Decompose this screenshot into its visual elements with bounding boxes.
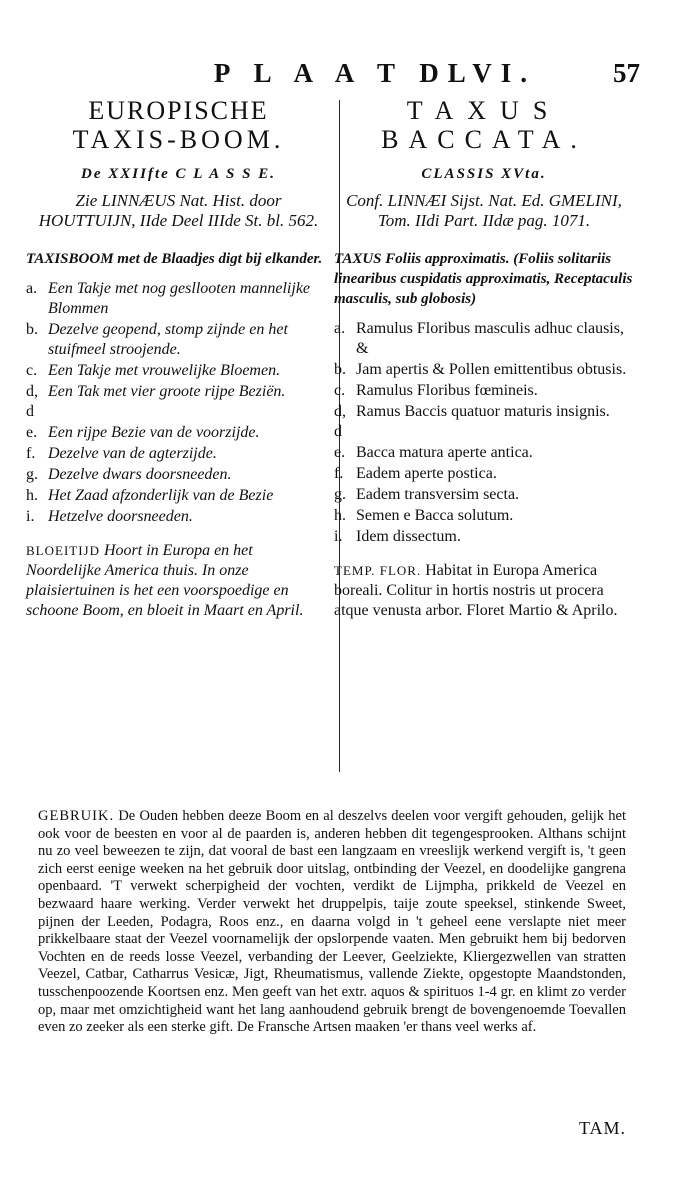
dutch-title-line2: TAXIS-BOOM. — [72, 125, 285, 154]
dutch-column — [26, 96, 331, 621]
catchword: TAM. — [578, 1118, 626, 1138]
list-item: h. Semen e Bacca solutum. — [334, 507, 514, 524]
latin-flowering-time — [334, 561, 634, 621]
latin-parts-list — [334, 319, 634, 547]
latin-reference: Conf. LINNÆI Sijst. Nat. Ed. GMELINI, Tom. IIdi Part. IIdæ pag. 1071. — [346, 191, 622, 230]
temp-flor-label: TEMP. FLOR. — [334, 563, 422, 578]
list-item: f. Dezelve van de agterzijde. — [26, 445, 217, 462]
latin-description: TAXUS Foliis approximatis. (Foliis solitariis linearibus cuspidatis approximatis, Receptaculis masculis, sub globosis) — [334, 251, 633, 307]
bloeitijd-text: Hoort in Europa en het Noordelijke America thuis. In onze plaisiertuinen is het een voorspoedige en schoone Boom, en bloeit in Maart en April. — [26, 542, 304, 619]
gebruik-label: GEBRUIK. — [38, 808, 115, 824]
gebruik-text: De Ouden hebben deeze Boom en al deszelvs deelen voor vergift gehouden, gelijk het ook voor de beesten en voor al de paarden is, anderen hebben dit tegengesprooken. Althans schijnt nu zo veel beweezen te zijn, dat vooral de bast een langzaam en vreeslijk werkend vergift is, 't geen zich eerst eenige weeken na het gebruik door uitslag, ontbinding der Veezel, en doodelijke gangrena openbaard. 'T verwekt scherpigheid der vochten, verdikt de Lijmpha, prikkeld de Veezel en bezwaard haare werking. Verder verwekt het druppelpis, taije zoute speeksel, stinkende Sweet, pijnen der Leeden, Podagra, Roos enz., en daarna volgd in 't geheel eene verslapte niet meer prikkelbaare staat der Veezel voornamelijk der opslorpende vaaten. Men gebruikt hem bij bedorven Vochten en de reeds losse Veezel, verbanding der Leever, Geelziekte, Kliergezwellen van stratten Veezel, Catbar, Catharrus Vesicæ, Jigt, Rheumatismus, vallende Ziekte, opgestopte Maandstonden, tusschenpoozende Koortsen enz. Men geeft van het extr. aquos & spirituos 1-4 gr. en klimt zo verder op, maar met omzichtigheid want het lang aanhoudend gebruik brengt de bovengenoemde Toevallen even zo zeeker als een sterke gift. De Fransche Artsen maaken 'er thans veel werks af. — [38, 808, 627, 1036]
list-item: b. Dezelve geopend, stomp zijnde en het stuifmeel stroojende. — [26, 321, 288, 358]
list-item: d, d Een Tak met vier groote rijpe Beziën. — [26, 383, 286, 420]
dutch-parts-list — [26, 279, 331, 527]
list-item: f. Eadem aperte postica. — [334, 465, 497, 482]
dutch-title-line1: EUROPISCHE — [88, 96, 269, 125]
dutch-class: De XXIIfte C L A S S E. — [81, 166, 276, 182]
list-item: a. Ramulus Floribus masculis adhuc clausis, & — [334, 320, 624, 357]
plate-heading: P L A A T DLVI. — [213, 58, 537, 88]
list-item: e. Een rijpe Bezie van de voorzijde. — [26, 424, 260, 441]
bloeitijd-label: BLOEITIJD — [26, 543, 100, 558]
list-item: g. Dezelve dwars doorsneeden. — [26, 466, 232, 483]
list-item: g. Eadem transversim secta. — [334, 486, 520, 503]
latin-column — [334, 96, 634, 621]
list-item: a. Een Takje met nog gesllooten mannelijke Blommen — [26, 280, 311, 317]
list-item: c. Ramulus Floribus fœmineis. — [334, 382, 538, 399]
list-item: h. Het Zaad afzonderlijk van de Bezie — [26, 487, 274, 504]
list-item: i. Hetzelve doorsneeden. — [26, 508, 193, 525]
temp-flor-text: Habitat in Europa America boreali. Colitur in hortis nostris ut procera atque venusta arbor. Floret Martio & Aprilo. — [334, 562, 618, 619]
page-number: 57 — [613, 58, 640, 88]
dutch-reference: Zie LINNÆUS Nat. Hist. door HOUTTUIJN, IIde Deel IIIde St. bl. 562. — [38, 191, 319, 230]
latin-class: CLASSIS XVta. — [421, 166, 547, 182]
dutch-flowering-time — [26, 541, 331, 621]
list-item: d, d Ramus Baccis quatuor maturis insignis. — [334, 403, 610, 440]
dutch-description: TAXISBOOM met de Blaadjes digt bij elkander. — [26, 251, 323, 267]
list-item: e. Bacca matura aperte antica. — [334, 444, 533, 461]
list-item: b. Jam apertis & Pollen emittentibus obtusis. — [334, 361, 627, 378]
usage-paragraph — [38, 808, 626, 1037]
list-item: c. Een Takje met vrouwelijke Bloemen. — [26, 362, 281, 379]
list-item: i. Idem dissectum. — [334, 528, 461, 545]
latin-title-line2: BACCATA. — [381, 125, 587, 154]
latin-title-line1: TAXUS — [406, 96, 562, 125]
